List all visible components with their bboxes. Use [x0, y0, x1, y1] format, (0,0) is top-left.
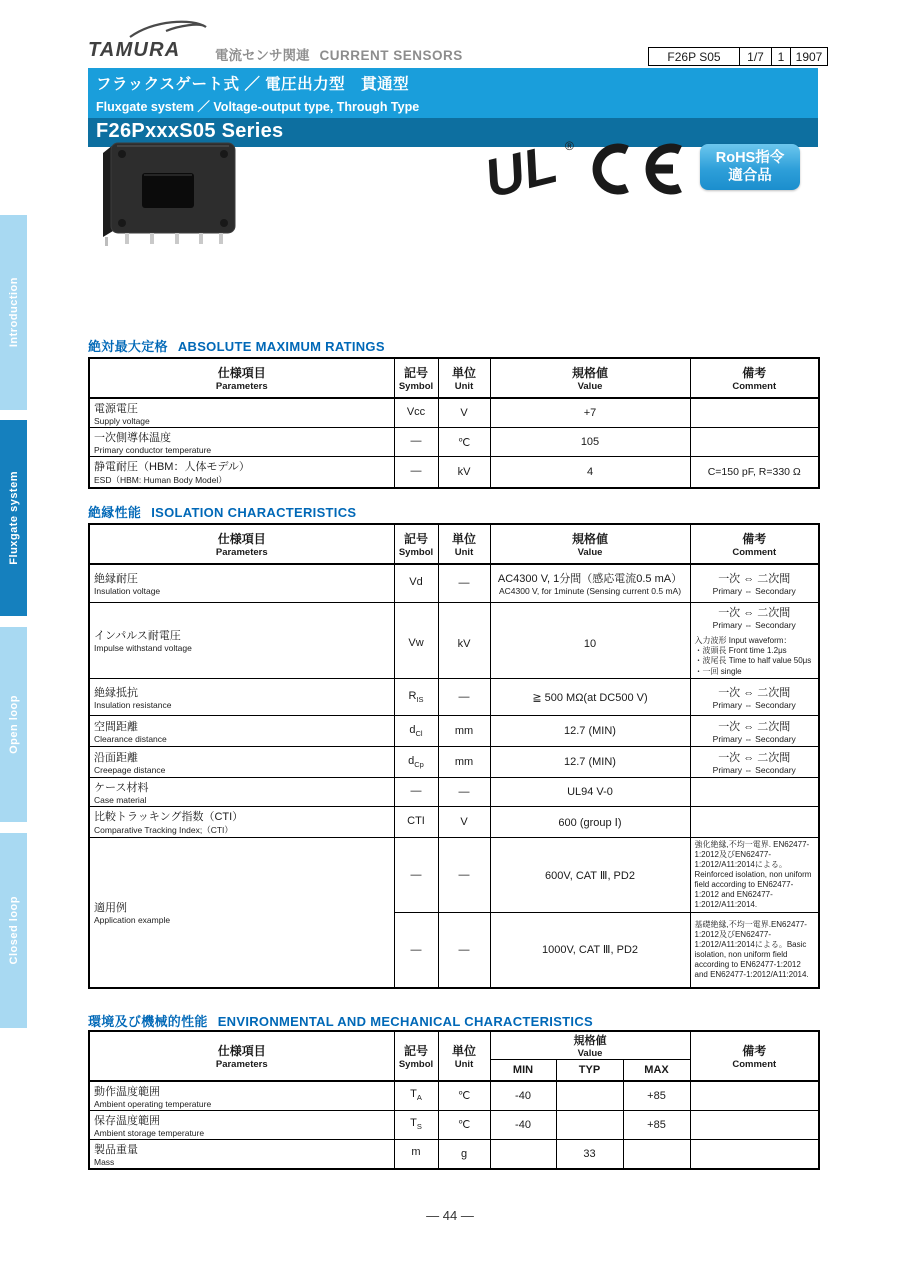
value-cell: AC4300 V, 1分間（感応電流0.5 mA） AC4300 V, for 1minute (Sensing current 0.5 mA) — [490, 564, 690, 602]
symbol-cell: $d_{Cl}$ — [394, 716, 438, 747]
param-cell: ケース材料 Case material — [89, 778, 394, 807]
unit-cell: — — [438, 913, 490, 988]
col-unit: 単位 Unit — [438, 524, 490, 564]
unit-cell: kV — [438, 602, 490, 679]
comment-cell: 一次 ⇔ 二次間 Primary ⇔ Secondary — [690, 679, 819, 716]
symbol-cell: $T_A$ — [394, 1081, 438, 1111]
col-symbol: 記号 Symbol — [394, 1031, 438, 1081]
col-comment: 備考 Comment — [690, 358, 819, 398]
section-title-jp: 絶縁性能 — [88, 505, 142, 520]
value-cell: UL94 V-0 — [490, 778, 690, 807]
value-cell: 600 (group Ⅰ) — [490, 807, 690, 838]
environmental-characteristics-table — [88, 1030, 820, 1170]
comment-cell — [690, 778, 819, 807]
current-sensor-image — [95, 133, 245, 248]
rohs-line2: 適合品 — [728, 168, 772, 185]
typ-cell — [556, 1110, 623, 1139]
unit-cell: V — [438, 398, 490, 428]
comment-cell — [690, 1081, 819, 1111]
unit-cell: ℃ — [438, 1081, 490, 1111]
col-min: MIN — [490, 1060, 556, 1081]
svg-text:®: ® — [565, 139, 574, 153]
doc-model: F26P S05 — [648, 47, 740, 66]
param-cell: 一次側導体温度 Primary conductor temperature — [89, 428, 394, 457]
param-cell: 電源電圧 Supply voltage — [89, 398, 394, 428]
rohs-line1: RoHS指令 — [715, 150, 785, 166]
sidebar-tab-label: Closed loop — [7, 896, 20, 965]
comment-cell: 一次 ⇔ 二次間 Primary ⇔ Secondary — [690, 747, 819, 778]
sidebar-tab-closed-loop — [0, 833, 27, 1028]
unit-cell: — — [438, 838, 490, 913]
table-row — [89, 778, 819, 807]
section-title-environmental-mechanical — [88, 1011, 593, 1030]
col-value: 規格値 Value — [490, 358, 690, 398]
col-parameters: 仕様項目 Parameters — [89, 524, 394, 564]
category-en: CURRENT SENSORS — [319, 48, 463, 63]
comment-cell — [690, 1110, 819, 1139]
table-row — [89, 457, 819, 489]
table-row — [89, 679, 819, 716]
param-cell: 製品重量 Mass — [89, 1139, 394, 1169]
typ-cell — [556, 1081, 623, 1111]
symbol-cell: $T_S$ — [394, 1110, 438, 1139]
table-row — [89, 1139, 819, 1169]
table-header-row — [89, 524, 819, 564]
isolation-characteristics-table — [88, 523, 820, 989]
param-cell: 動作温度範囲 Ambient operating temperature — [89, 1081, 394, 1111]
type-banner-en: Fluxgate system ／ Voltage-output type, Through Type — [96, 100, 420, 114]
type-banner — [88, 68, 818, 118]
table-row — [89, 1110, 819, 1139]
col-value: 規格値 Value — [490, 524, 690, 564]
unit-cell: — — [438, 564, 490, 602]
comment-cell — [690, 1139, 819, 1169]
param-cell: 保存温度範囲 Ambient storage temperature — [89, 1110, 394, 1139]
table-row — [89, 602, 819, 679]
table-header-row — [89, 358, 819, 398]
sidebar-tab-fluxgate-system — [0, 420, 27, 616]
unit-cell: — — [438, 778, 490, 807]
ul-certification-icon — [483, 136, 578, 202]
section-title-jp: 環境及び機械的性能 — [88, 1014, 208, 1029]
doc-number-box — [648, 47, 828, 66]
comment-cell: 一次 ⇔ 二次間 Primary ⇔ Secondary 入力波形 Input waveform： ・波頭長 Front time 1.2μs ・波尾長 Time to half value 50μs ・一回 single — [690, 602, 819, 679]
value-cell: 10 — [490, 602, 690, 679]
series-title: F26PxxxS05 Series — [88, 118, 818, 147]
value-cell: 105 — [490, 428, 690, 457]
category-heading — [215, 44, 463, 64]
symbol-cell: Vcc — [394, 398, 438, 428]
page-number: — 44 — — [426, 1208, 474, 1223]
param-cell: 絶縁耐圧 Insulation voltage — [89, 564, 394, 602]
col-parameters: 仕様項目 Parameters — [89, 358, 394, 398]
symbol-cell: $d_{Cp}$ — [394, 747, 438, 778]
unit-cell: ℃ — [438, 1110, 490, 1139]
section-title-jp: 絶対最大定格 — [88, 339, 168, 354]
comment-cell: 一次 ⇔ 二次間 Primary ⇔ Secondary — [690, 564, 819, 602]
sidebar-tab-introduction — [0, 215, 27, 410]
ce-mark-icon — [588, 143, 688, 195]
min-cell — [490, 1139, 556, 1169]
doc-rev: 1 — [772, 47, 791, 66]
col-value: 規格値 Value — [490, 1031, 690, 1060]
unit-cell: — — [438, 679, 490, 716]
abs-max-ratings-table — [88, 357, 820, 489]
param-cell: インパルス耐電圧 Impulse withstand voltage — [89, 602, 394, 679]
table-row — [89, 564, 819, 602]
sidebar-tab-label: Open loop — [7, 695, 20, 754]
tamura-logo-icon — [88, 18, 213, 62]
tamura-logo — [88, 18, 213, 67]
rohs-badge — [700, 144, 800, 190]
ul-mark — [483, 136, 578, 207]
symbol-cell: CTI — [394, 807, 438, 838]
comment-cell: 一次 ⇔ 二次間 Primary ⇔ Secondary — [690, 716, 819, 747]
symbol-cell: — — [394, 457, 438, 489]
col-unit: 単位 Unit — [438, 1031, 490, 1081]
param-cell: 沿面距離 Creepage distance — [89, 747, 394, 778]
comment-cell — [690, 807, 819, 838]
param-cell: 適用例 Application example — [89, 838, 394, 988]
symbol-cell: Vw — [394, 602, 438, 679]
sidebar-tab-label: Introduction — [7, 277, 20, 348]
table-row — [89, 807, 819, 838]
value-cell: 4 — [490, 457, 690, 489]
type-banner-jp: フラックスゲート式 ／ 電圧出力型 貫通型 — [96, 76, 410, 93]
symbol-cell: — — [394, 778, 438, 807]
doc-page: 1/7 — [740, 47, 772, 66]
value-cell: 12.7 (MIN) — [490, 716, 690, 747]
col-symbol: 記号 Symbol — [394, 524, 438, 564]
value-cell: 12.7 (MIN) — [490, 747, 690, 778]
section-title-absolute-maximum-ratings — [88, 336, 385, 355]
max-cell: +85 — [623, 1110, 690, 1139]
symbol-cell: m — [394, 1139, 438, 1169]
symbol-cell: — — [394, 913, 438, 988]
table-row — [89, 716, 819, 747]
symbol-cell: $R_{IS}$ — [394, 679, 438, 716]
col-typ: TYP — [556, 1060, 623, 1081]
ce-mark — [588, 143, 688, 200]
param-cell: 静電耐圧（HBM：人体モデル） ESD（HBM: Human Body Model） — [89, 457, 394, 489]
unit-cell: mm — [438, 716, 490, 747]
table-row — [89, 398, 819, 428]
table-row — [89, 747, 819, 778]
product-photo — [95, 133, 245, 253]
col-comment: 備考 Comment — [690, 1031, 819, 1081]
comment-cell: 強化絶縁,不均一電界. EN62477-1:2012及びEN62477-1:2012/A11:2014による。Reinforced isolation, non uniform field according to EN62477-1:2012 and EN62477-1:2012/A11:2014. — [690, 838, 819, 913]
unit-cell: ℃ — [438, 428, 490, 457]
unit-cell: mm — [438, 747, 490, 778]
col-unit: 単位 Unit — [438, 358, 490, 398]
section-title-isolation-characteristics — [88, 502, 356, 521]
unit-cell: kV — [438, 457, 490, 489]
max-cell — [623, 1139, 690, 1169]
symbol-cell: — — [394, 428, 438, 457]
comment-cell — [690, 398, 819, 428]
svg-text:UL: UL — [483, 136, 564, 202]
param-cell: 空間距離 Clearance distance — [89, 716, 394, 747]
table-row — [89, 428, 819, 457]
table-row — [89, 838, 819, 913]
col-parameters: 仕様項目 Parameters — [89, 1031, 394, 1081]
table-header-row — [89, 1031, 819, 1060]
param-cell: 絶縁抵抗 Insulation resistance — [89, 679, 394, 716]
sidebar-tab-open-loop — [0, 627, 27, 822]
value-cell: 1000V, CAT Ⅲ, PD2 — [490, 913, 690, 988]
svg-text:TAMURA: TAMURA — [88, 39, 181, 61]
section-title-en: ISOLATION CHARACTERISTICS — [151, 505, 357, 520]
max-cell: +85 — [623, 1081, 690, 1111]
col-max: MAX — [623, 1060, 690, 1081]
min-cell: -40 — [490, 1081, 556, 1111]
section-title-en: ENVIRONMENTAL AND MECHANICAL CHARACTERISTICS — [217, 1014, 593, 1029]
unit-cell: V — [438, 807, 490, 838]
comment-cell: 基礎絶縁,不均一電界.EN62477-1:2012及びEN62477-1:2012/A11:2014による。Basic isolation, non uniform field according to EN62477-1:2012 and EN62477-1:2012/A11:2014. — [690, 913, 819, 988]
table-row — [89, 1081, 819, 1111]
section-title-en: ABSOLUTE MAXIMUM RATINGS — [177, 339, 385, 354]
unit-cell: g — [438, 1139, 490, 1169]
input-waveform-note: 入力波形 Input waveform： ・波頭長 Front time 1.2μs ・波尾長 Time to half value 50μs ・一回 single — [694, 635, 812, 676]
sidebar-tab-label: Fluxgate system — [7, 471, 20, 565]
symbol-cell: Vd — [394, 564, 438, 602]
comment-cell: C=150 pF, R=330 Ω — [690, 457, 819, 489]
col-symbol: 記号 Symbol — [394, 358, 438, 398]
min-cell: -40 — [490, 1110, 556, 1139]
typ-cell: 33 — [556, 1139, 623, 1169]
symbol-cell: — — [394, 838, 438, 913]
comment-cell — [690, 428, 819, 457]
value-cell: 600V, CAT Ⅲ, PD2 — [490, 838, 690, 913]
category-jp: 電流センサ関連 — [215, 48, 310, 63]
value-cell: ≧ 500 MΩ(at DC500 V) — [490, 679, 690, 716]
doc-date: 1907 — [791, 47, 828, 66]
param-cell: 比較トラッキング指数（CTI） Comparative Tracking Index;（CTI） — [89, 807, 394, 838]
col-comment: 備考 Comment — [690, 524, 819, 564]
value-cell: +7 — [490, 398, 690, 428]
